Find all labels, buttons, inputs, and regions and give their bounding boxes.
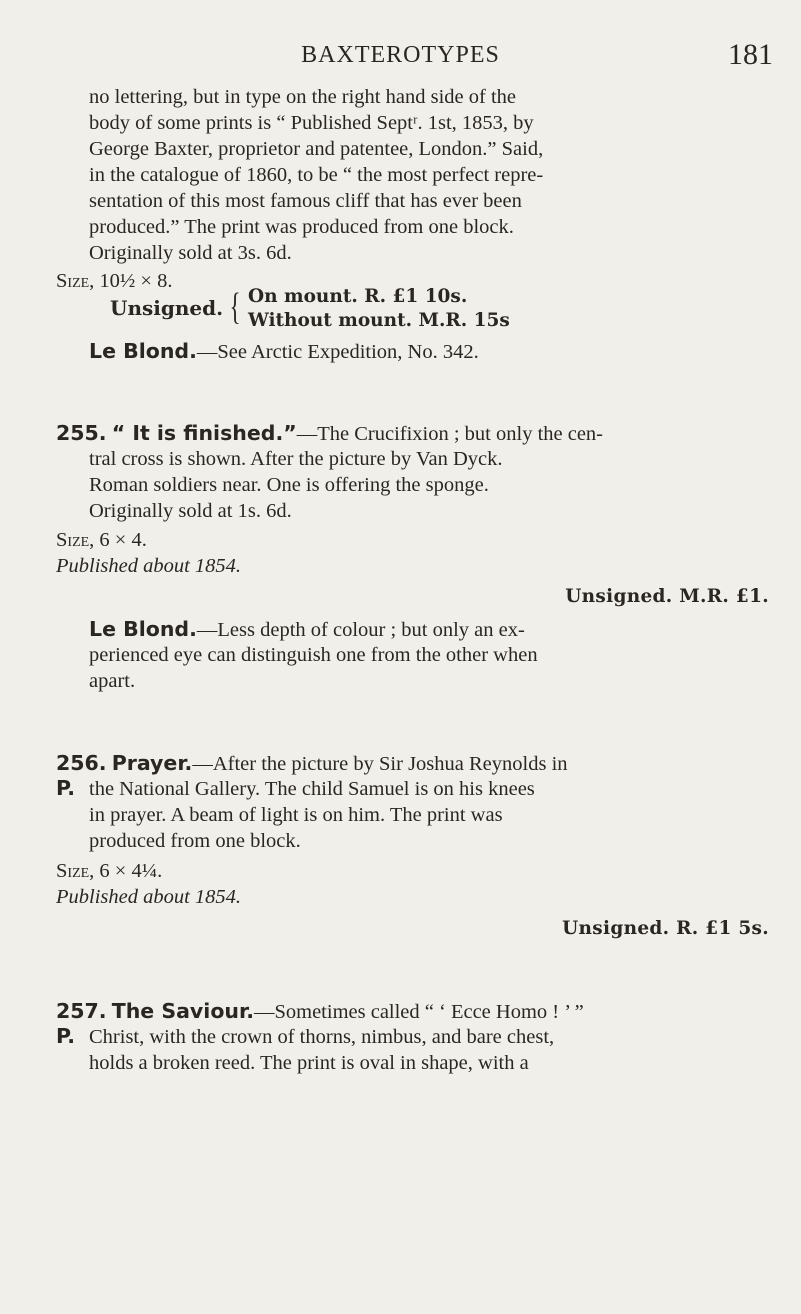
le-blond-text: —See Arctic Expedition, No. 342. (196, 341, 479, 363)
size-label: Size, (56, 270, 95, 292)
text-line: sentation of this most famous cliff that has ever been (89, 190, 522, 212)
size-line (56, 527, 147, 553)
published-date: Published about 1854. (56, 886, 242, 908)
plate-mark: P. (56, 1024, 76, 1048)
size-value: 6 × 4. (99, 529, 147, 551)
text-line: perienced eye can distinguish one from the other when (89, 644, 538, 666)
size-label: Size, (56, 860, 95, 882)
page-number: 181 (728, 38, 773, 71)
variant-without-mount: Without mount. M.R. 15s (248, 310, 510, 331)
text-line: Originally sold at 1s. 6d. (89, 500, 292, 522)
le-blond-label: Le Blond. (89, 339, 197, 363)
size-value: 10½ × 8. (99, 270, 173, 292)
text-line: the National Gallery. The child Samuel is on his knees (89, 778, 535, 800)
text-line: holds a broken reed. The print is oval in shape, with a (89, 1052, 529, 1074)
le-blond-note (89, 616, 525, 643)
text-line: Originally sold at 3s. 6d. (89, 242, 292, 264)
text-line: —After the picture by Sir Joshua Reynolds in (192, 753, 568, 775)
plate-mark: P. (56, 776, 76, 800)
published-date: Published about 1854. (56, 555, 242, 577)
entry-heading (56, 420, 603, 447)
text-line: in the catalogue of 1860, to be “ the most perfect repre- (89, 164, 544, 186)
text-line: tral cross is shown. After the picture by Van Dyck. (89, 448, 503, 470)
brace-icon: { (229, 286, 241, 328)
entry-title: The Saviour. (111, 999, 254, 1023)
text-line: no lettering, but in type on the right hand side of the (89, 86, 516, 108)
running-title: BAXTEROTYPES (301, 42, 500, 68)
entry-heading (56, 750, 568, 777)
text-line: body of some prints is “ Published Septʳ. 1st, 1853, by (89, 112, 534, 134)
le-blond-label: Le Blond. (89, 617, 197, 641)
text-line: —Sometimes called “ ‘ Ecce Homo ! ’ ” (253, 1001, 584, 1023)
text-line: produced.” The print was produced from one block. (89, 216, 514, 238)
price-line: Unsigned. M.R. £1. (565, 586, 769, 607)
text-line: Roman soldiers near. One is offering the sponge. (89, 474, 489, 496)
page-header (0, 38, 801, 78)
le-blond-note (89, 338, 479, 365)
le-blond-text: —Less depth of colour ; but only an ex- (196, 619, 525, 641)
variant-on-mount: On mount. R. £1 10s. (248, 286, 468, 307)
entry-number: 257. (56, 999, 107, 1023)
entry-title: Prayer. (111, 751, 193, 775)
size-line (56, 268, 172, 294)
size-value: 6 × 4¼. (99, 860, 163, 882)
entry-number: 255. (56, 421, 107, 445)
text-line: Christ, with the crown of thorns, nimbus, and bare chest, (89, 1026, 555, 1048)
text-line: apart. (89, 670, 136, 692)
unsigned-label: Unsigned. (110, 296, 224, 320)
size-line (56, 858, 162, 884)
price-line: Unsigned. R. £1 5s. (562, 918, 769, 939)
size-label: Size, (56, 529, 95, 551)
text-line: George Baxter, proprietor and patentee, London.” Said, (89, 138, 544, 160)
text-line: in prayer. A beam of light is on him. The print was (89, 804, 503, 826)
entry-title: “ It is finished.” (111, 421, 297, 445)
entry-number: 256. (56, 751, 107, 775)
entry-heading (56, 998, 584, 1025)
text-line: —The Crucifixion ; but only the cen- (296, 423, 604, 445)
text-line: produced from one block. (89, 830, 301, 852)
